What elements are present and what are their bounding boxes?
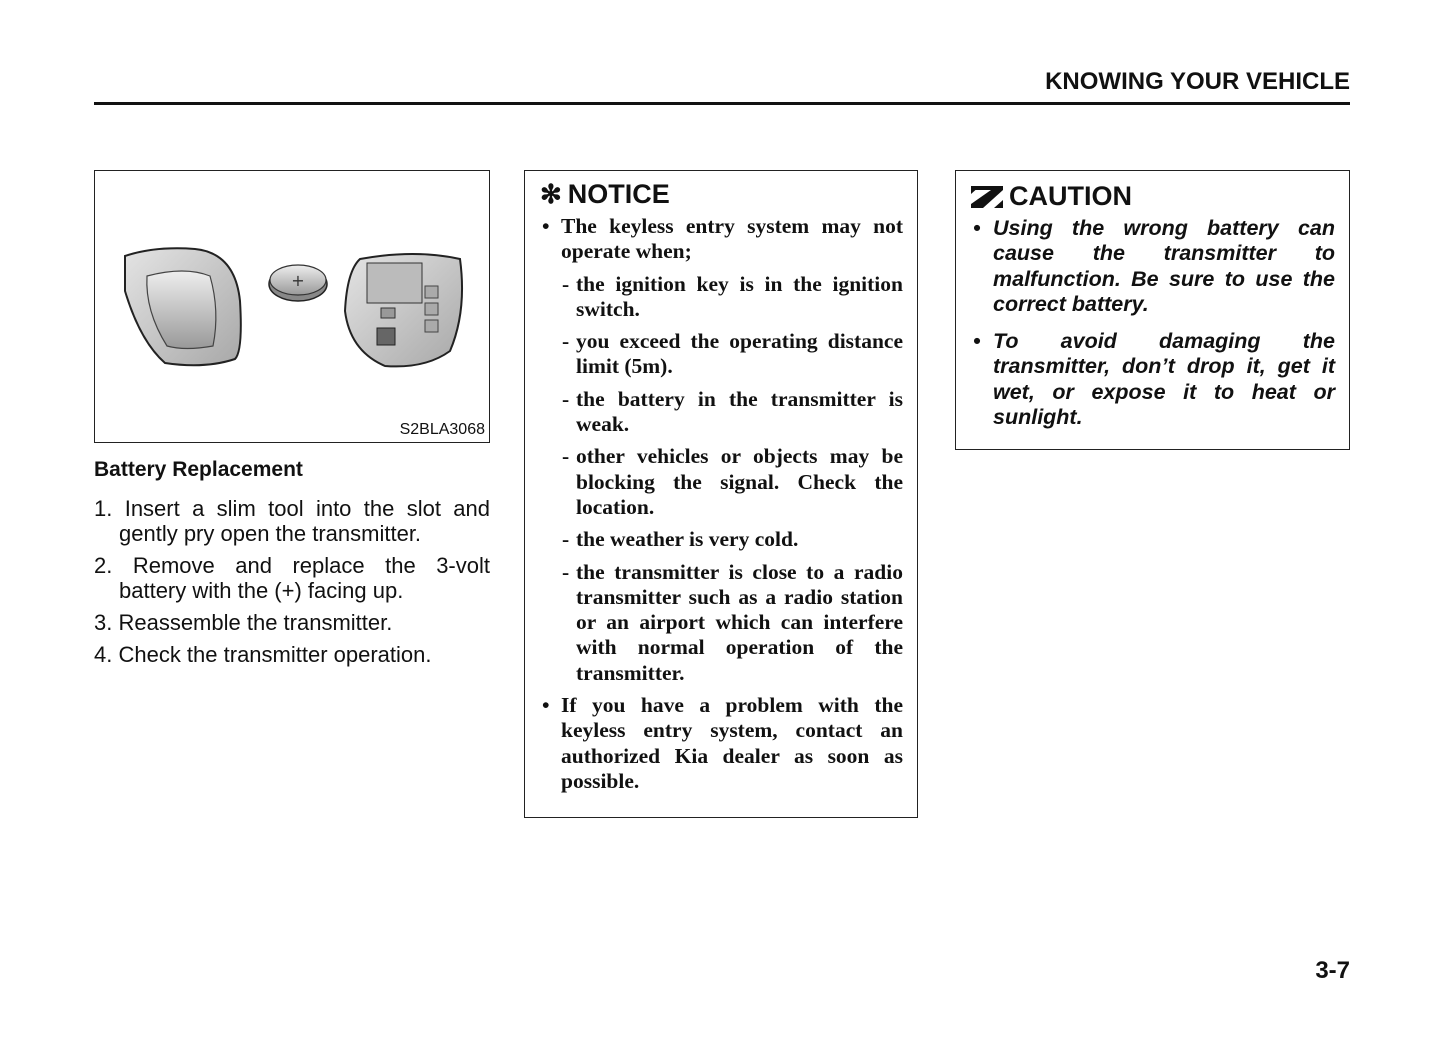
transmitter-base bbox=[345, 254, 462, 366]
caution-item: • Using the wrong battery can cause the transmitter to malfunction. Be sure to use the correct battery. bbox=[971, 216, 1335, 317]
transmitter-illustration bbox=[95, 171, 489, 442]
notice-condition: - other vehicles or objects may be blocking the signal. Check the location. bbox=[540, 444, 903, 520]
notice-title-row bbox=[540, 179, 903, 210]
figure-code: S2BLA3068 bbox=[399, 421, 485, 438]
steps-list bbox=[94, 496, 490, 667]
battery-plus-label: + bbox=[291, 271, 305, 290]
header-rule bbox=[94, 102, 1350, 105]
notice-condition: - the transmitter is close to a radio transmitter such as a radio station or an airport which can interfere with normal operation of the transmitter. bbox=[540, 560, 903, 686]
caution-box bbox=[955, 170, 1350, 450]
caution-title: CAUTION bbox=[1009, 181, 1132, 211]
notice-outro: • If you have a problem with the keyless entry system, contact an authorized Kia dealer as soon as possible. bbox=[540, 693, 903, 794]
transmitter-figure bbox=[94, 170, 490, 443]
step-item: 4. Check the transmitter operation. bbox=[94, 642, 432, 667]
step-item: 3. Reassemble the transmitter. bbox=[94, 610, 393, 635]
notice-condition: - the ignition key is in the ignition switch. bbox=[540, 272, 903, 323]
caution-item: • To avoid damaging the transmitter, don’t drop it, get it wet, or expose it to heat or sunlight. bbox=[971, 329, 1335, 430]
battery-replacement-section bbox=[94, 458, 490, 674]
coin-battery bbox=[269, 265, 327, 301]
step-item: 2. Remove and replace the 3-volt battery with the (+) facing up. bbox=[94, 553, 490, 603]
notice-condition: - the weather is very cold. bbox=[540, 527, 903, 552]
notice-condition: - you exceed the operating distance limit (5m). bbox=[540, 329, 903, 380]
asterisk-icon: ✻ bbox=[540, 179, 562, 209]
caution-slash-icon bbox=[971, 186, 1003, 208]
page-number: 3-7 bbox=[1315, 957, 1350, 984]
notice-box bbox=[524, 170, 918, 818]
notice-title: NOTICE bbox=[567, 179, 670, 209]
section-title: KNOWING YOUR VEHICLE bbox=[1045, 68, 1350, 95]
notice-condition: - the battery in the transmitter is weak. bbox=[540, 387, 903, 438]
battery-replacement-heading: Battery Replacement bbox=[94, 458, 303, 481]
transmitter-cover bbox=[125, 248, 241, 365]
step-item: 1. Insert a slim tool into the slot and gently pry open the transmitter. bbox=[94, 496, 490, 546]
notice-intro: • The keyless entry system may not operate when; bbox=[540, 214, 903, 265]
caution-title-row bbox=[971, 181, 1335, 212]
